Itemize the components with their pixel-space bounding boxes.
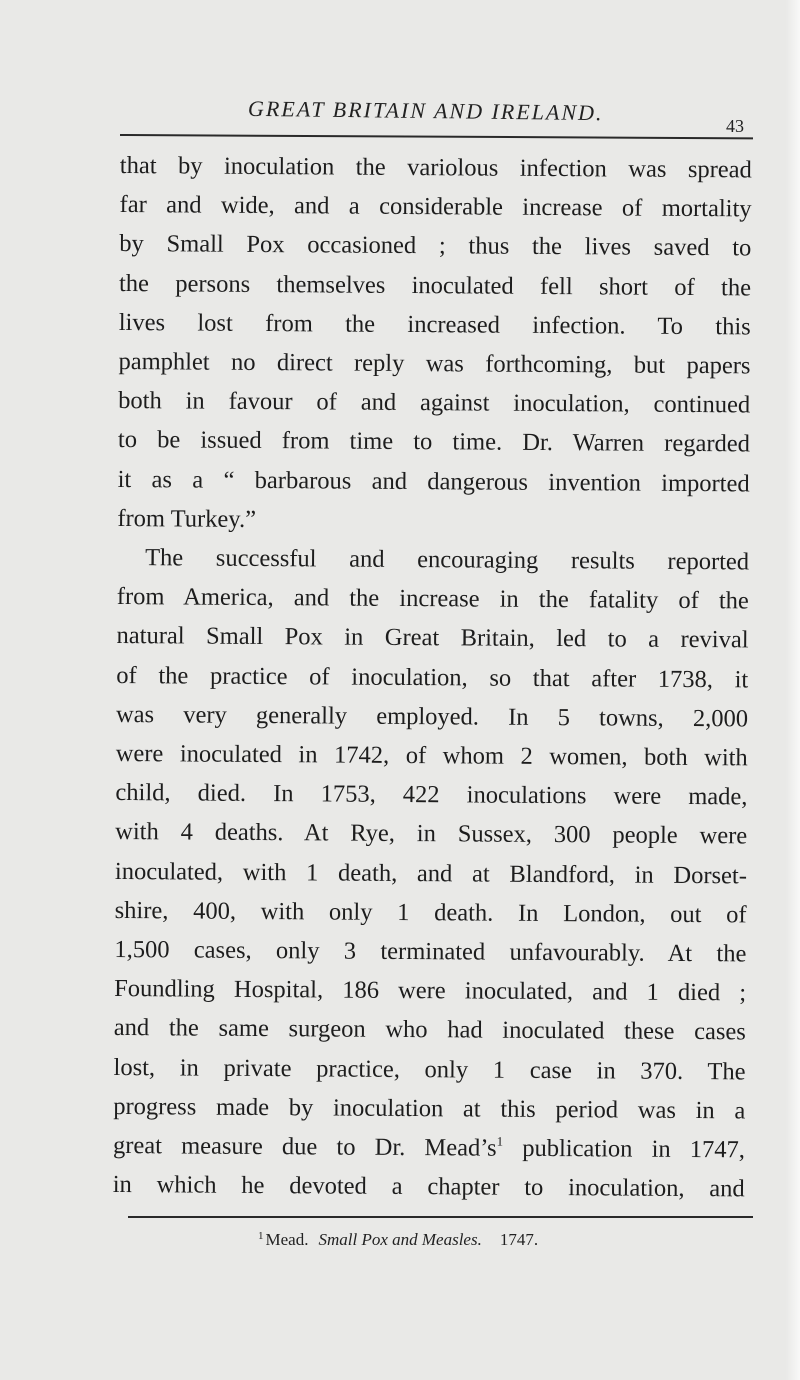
footnote: [258, 1230, 538, 1250]
text-line: by Small Pox occasioned ; thus the lives saved to: [119, 230, 752, 262]
text-line: progress made by inoculation at this period was in a: [113, 1092, 746, 1125]
text-line: from Turkey.”: [117, 504, 257, 533]
text-line: inoculated, with 1 death, and at Blandford, in Dorset-: [114, 857, 748, 890]
text-line-with-footnote-ref: [113, 1126, 745, 1170]
footnote-marker: 1: [258, 1230, 264, 1242]
text-line: and the same surgeon who had inoculated these cases: [113, 1014, 746, 1046]
text-line: with 4 deaths. At Rye, in Sussex, 300 people were: [115, 818, 748, 850]
text-line: in which he devoted a chapter to inoculation, and: [112, 1171, 745, 1203]
text-line: shire, 400, with only 1 death. In London, out of: [114, 896, 747, 929]
header-rule: [120, 134, 753, 139]
text-line: both in favour of and against inoculation, continued: [118, 387, 751, 419]
line-text-before-ref: great measure due to Dr. Mead’s: [112, 1132, 497, 1162]
text-line: 1,500 cases, only 3 terminated unfavourably. At the: [114, 936, 747, 968]
page-number: 43: [726, 116, 744, 136]
paragraph-start-line: The successful and encouraging results reported: [145, 544, 750, 576]
text-line: were inoculated in 1742, of whom 2 women, both with: [115, 740, 748, 772]
running-title: GREAT BRITAIN AND IRELAND.: [247, 95, 604, 126]
body-text: [113, 146, 752, 1209]
text-line: natural Small Pox in Great Britain, led to a revival: [116, 622, 749, 654]
text-line: of the practice of inoculation, so that after 1738, it: [116, 661, 749, 694]
footnote-reference: 1: [496, 1133, 504, 1149]
footnote-title: Small Pox and Measles.: [318, 1230, 482, 1249]
footnote-year: 1747.: [499, 1230, 539, 1249]
text-line: pamphlet no direct reply was forthcoming, but papers: [118, 348, 751, 380]
text-line: lost, in private practice, only 1 case in 370. The: [113, 1053, 746, 1086]
text-line: Foundling Hospital, 186 were inoculated, and 1 died ;: [114, 975, 747, 1007]
footnote-author: Mead.: [265, 1230, 309, 1249]
text-line: from America, and the increase in the fatality of the: [116, 583, 749, 615]
text-line: that by inoculation the variolous infection was spread: [119, 151, 752, 184]
text-line: it as a “ barbarous and dangerous invention imported: [117, 465, 750, 498]
line-text-after-ref: publication in 1747,: [502, 1134, 746, 1164]
text-line: lives lost from the increased infection. To this: [118, 308, 751, 341]
text-line: far and wide, and a considerable increase of mortality: [119, 191, 752, 223]
text-line: child, died. In 1753, 422 inoculations were made,: [115, 779, 748, 811]
text-line: was very generally employed. In 5 towns, 2,000: [115, 700, 749, 733]
text-line: to be issued from time to time. Dr. Warren regarded: [117, 426, 751, 458]
footnote-rule: [128, 1216, 753, 1218]
text-line: the persons themselves inoculated fell short of the: [118, 269, 752, 302]
